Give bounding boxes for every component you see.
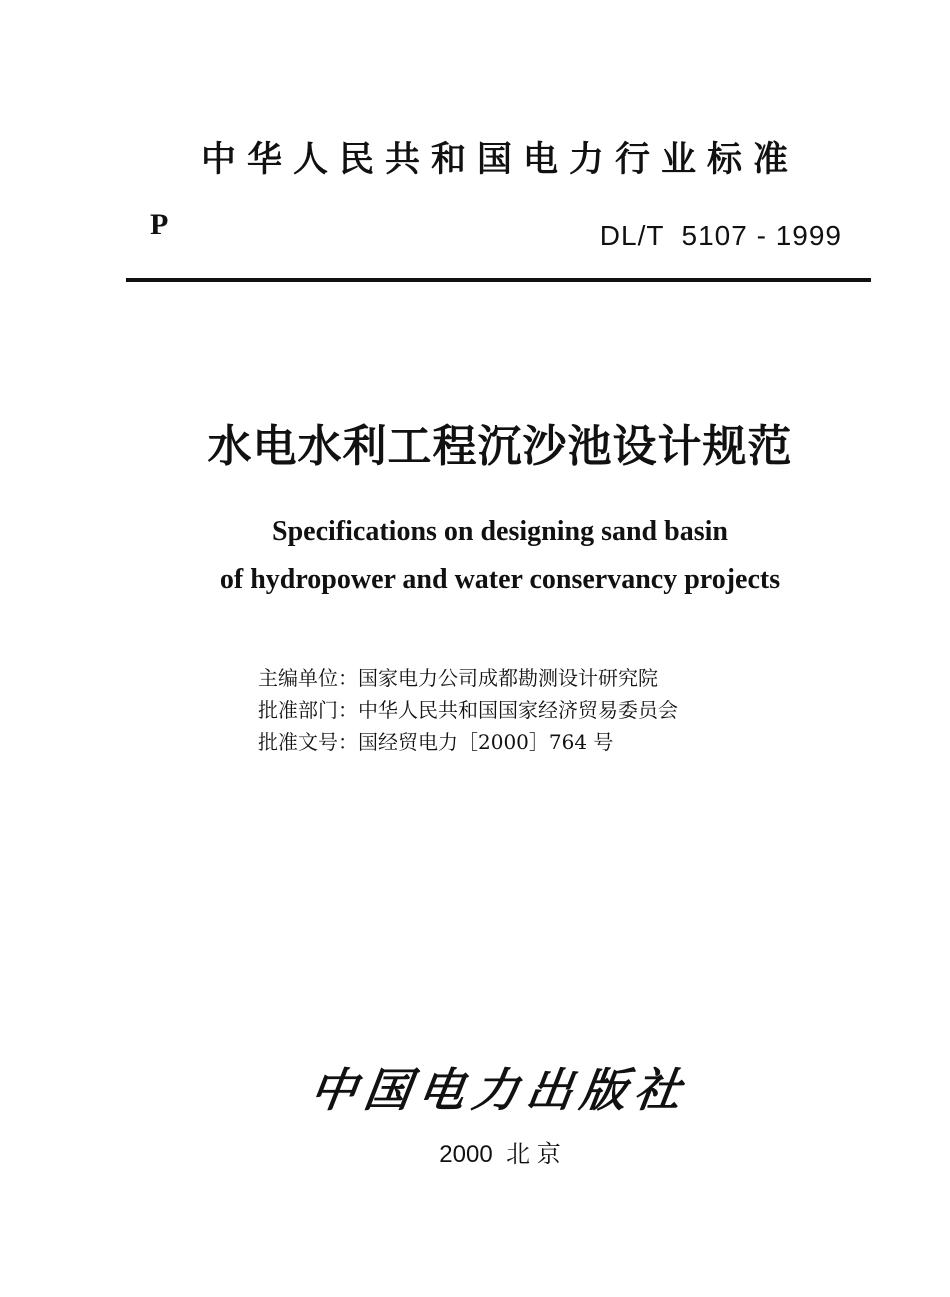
approval-document-number-row — [258, 726, 678, 758]
meta-label: 批准部门： — [258, 698, 358, 722]
title-chinese: 水电水利工程沉沙池设计规范 — [207, 421, 793, 472]
meta-label: 批准文号： — [258, 730, 358, 754]
chief-editor-unit-row — [258, 662, 678, 694]
header-divider — [126, 278, 871, 282]
approval-department-row — [258, 694, 678, 726]
approval-metadata — [258, 662, 678, 758]
publication-year-place: 2000 北 京 — [439, 1141, 561, 1168]
meta-value: 中华人民共和国国家经济贸易委员会 — [358, 698, 678, 722]
meta-value: 国经贸电力［2000］764 号 — [358, 730, 614, 754]
meta-label: 主编单位： — [258, 666, 358, 690]
meta-value: 国家电力公司成都勘测设计研究院 — [358, 666, 658, 690]
title-english-line-2: of hydropower and water conservancy projects — [219, 564, 781, 595]
publisher-logo: 中国电力出版社 — [306, 1063, 693, 1117]
title-english-line-1: Specifications on designing sand basin — [272, 516, 728, 547]
classification-letter: P — [150, 208, 169, 241]
standard-category-heading: 中华人民共和国电力行业标准 — [200, 140, 799, 180]
standard-number: DL/T 5107 - 1999 — [599, 220, 842, 251]
